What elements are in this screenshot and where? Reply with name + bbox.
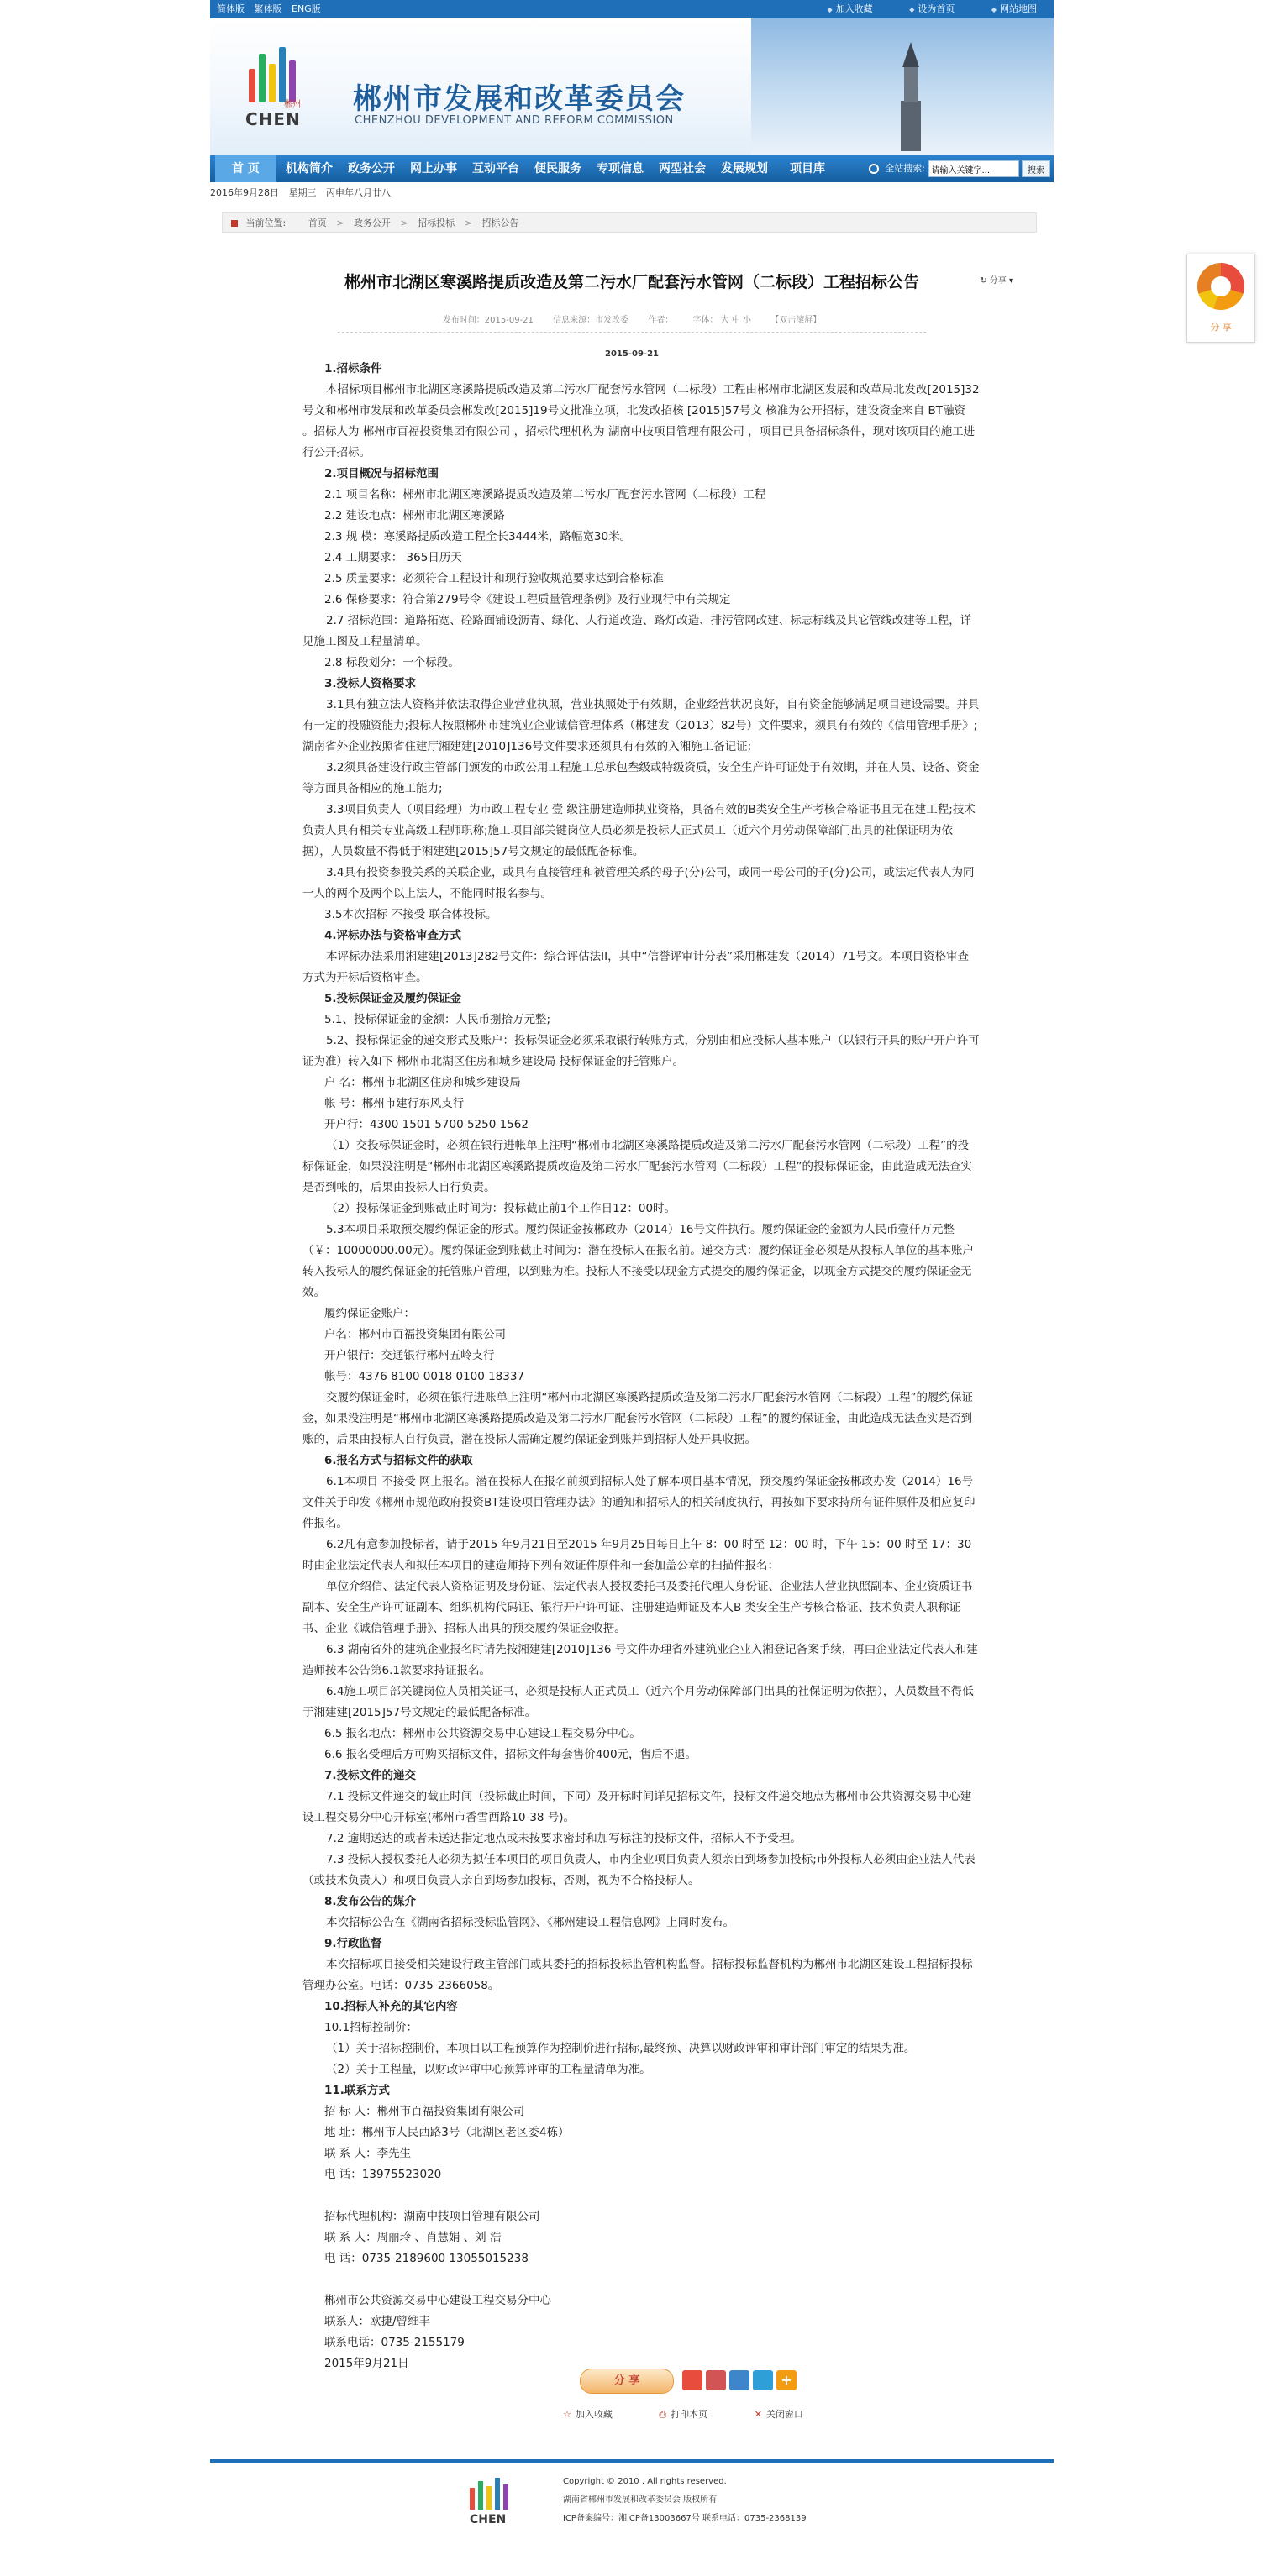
meta-font-size[interactable]: 字体： 大 中 小 (692, 316, 752, 325)
current-date: 2016年9月28日 (210, 187, 279, 198)
article-paragraph: 3.5本次招标 不接受 联合体投标。 (324, 908, 497, 921)
section-heading: 11.联系方式 (324, 2084, 390, 2097)
article-paragraph: 地 址：郴州市人民西路3号（北湖区老区委4栋） (324, 2126, 570, 2139)
article-paragraph: 招 标 人：郴州市百福投资集团有限公司 (324, 2105, 525, 2118)
article-paragraph: 2015年9月21日 (324, 2357, 409, 2370)
article-paragraph: 2.4 工期要求： 365日历天 (324, 551, 462, 564)
share-renren-icon[interactable] (682, 2370, 702, 2390)
location-icon (231, 220, 238, 227)
article-paragraph: 本评标办法采用湘建建[2013]282号文件：综合评估法II，其中“信誉评审计分表”采用郴建发（2014）71号文。本项目资格审查方式为开标后资格审查。 (302, 950, 970, 984)
article-body (302, 359, 980, 2374)
site-banner (210, 18, 1054, 155)
article-paragraph: 开户银行：交通银行郴州五岭支行 (324, 1349, 495, 1362)
footer-copyright: Copyright © 2010 . All rights reserved. (563, 2477, 727, 2486)
article-paragraph: 电 话：13975523020 (324, 2168, 442, 2181)
site-subtitle: CHENZHOU DEVELOPMENT AND REFORM COMMISSION (355, 114, 674, 127)
article-paragraph (302, 2269, 980, 2290)
article-title (210, 270, 1054, 292)
breadcrumb-label: 当前位置: (245, 218, 287, 228)
nav-about[interactable]: 机构简介 (286, 162, 333, 176)
section-heading: 9.行政监督 (324, 1937, 382, 1950)
nav-special-info[interactable]: 专项信息 (597, 162, 644, 176)
monument-illustration (894, 42, 928, 151)
article-paragraph: 3.1具有独立法人资格并依法取得企业营业执照，营业执照处于有效期，企业经营状况良好，自有资金能够满足项目建设需要。并具有一定的投融资能力;投标人按照郴州市建筑业企业诚信管理体系（郴建发（2013）82号）文件要求，须具有有效的《信用管理手册》;湖南省外企业按照省住建厅湘建建[2010]136号文件要求还须具有有效的入湘施工备记证; (302, 698, 980, 753)
article-paragraph: （1）交投标保证金时，必须在银行进帐单上注明“郴州市北湖区寒溪路提质改造及第二污水厂配套污水管网（二标段）工程”的投标保证金，如果没注明是“郴州市北湖区寒溪路提质改造及第二污水厂配套污水管网（二标段）工程”的投标保证金，由此造成无法查实是否到帐的，后果由投标人自行负责。 (302, 1139, 972, 1194)
article-paragraph: 5.3本项目采取预交履约保证金的形式。履约保证金按郴政办（2014）16号文件执行。履约保证金的金额为人民币壹仟万元整（￥：10000000.00元）。履约保证金到账截止时间为：潜在投标人在报名前。递交方式：履约保证金必须是从投标人单位的基本账户转入投标人的履约保证金的托管账户管理，以到账为准。投标人不接受以现金方式提交的履约保证金，以现金方式提交的履约保证金无效。 (302, 1223, 974, 1299)
site-footer (210, 2459, 1054, 2538)
article-paragraph: 7.1 投标文件递交的截止时间（投标截止时间，下同）及开标时间详见招标文件，投标文件递交地点为郴州市公共资源交易中心建设工程交易分中心开标室(郴州市香雪西路10-38 号)。 (302, 1790, 972, 1824)
article-paragraph: 3.4具有投资参股关系的关联企业，或具有直接管理和被管理关系的母子(分)公司，或同一母公司的子(分)公司，或法定代表人为同一人的两个及两个以上法人，不能同时报名参与。 (302, 866, 975, 900)
logo-cn-text: 郴州 (284, 100, 301, 109)
site-logo[interactable] (245, 44, 304, 136)
lunar-date: 丙申年八月廿八 (326, 187, 391, 198)
article-paragraph (302, 2185, 980, 2206)
breadcrumb-current[interactable]: 招标公告 (481, 218, 519, 228)
section-heading: 1.招标条件 (324, 362, 382, 375)
footer-text (563, 2473, 807, 2528)
title-share-button[interactable]: ↻ 分享 ▾ (980, 276, 1013, 286)
article-paragraph: 3.2须具备建设行政主管部门颁发的市政公用工程施工总承包叁级或特级资质，安全生产许可证处于有效期，并在人员、设备、资金等方面具备相应的施工能力; (302, 761, 980, 795)
article-paragraph: 5.2、投标保证金的递交形式及账户：投标保证金必须采取银行转账方式，分别由相应投标人基本账户（以银行开具的账户开户许可证为准）转入如下 郴州市北湖区住房和城乡建设局 投标保证金的托管账户。 (302, 1034, 980, 1068)
article-meta (338, 312, 926, 333)
action-print-label: 打印本页 (671, 2409, 708, 2420)
share-more-icon[interactable]: + (776, 2370, 797, 2390)
article-paragraph: 6.3 湖南省外的建筑企业报名时请先按湘建建[2010]136 号文件办理省外建筑业企业入湘登记备案手续，再由企业法定代表人和建造师按本公告第6.1款要求持证报名。 (302, 1643, 978, 1677)
site-search (869, 160, 1050, 177)
language-links (217, 0, 328, 18)
article-paragraph: 7.2 逾期送达的或者未送达指定地点或未按要求密封和加写标注的投标文件，招标人不予受理。 (326, 1832, 802, 1845)
article-paragraph: 户 名：郴州市北湖区住房和城乡建设局 (324, 1076, 521, 1089)
article-paragraph: 6.5 报名地点：郴州市公共资源交易中心建设工程交易分中心。 (324, 1727, 641, 1740)
page-actions (563, 2407, 847, 2421)
article-paragraph: 电 话：0735-2189600 13055015238 (324, 2252, 529, 2265)
footer-icp: ICP备案编号：湘ICP备13003667号 联系电话：0735-2368139 (563, 2514, 807, 2523)
search-label: 全站搜索: (885, 163, 925, 174)
article-paragraph: 单位介绍信、法定代表人资格证明及身份证、法定代表人授权委托书及委托代理人身份证、企业法人营业执照副本、企业资质证书副本、安全生产许可证副本、组织机构代码证、银行开户许可证、注册建造师证及本人B 类安全生产考核合格证、技术负责人职称证书、企业《诚信管理手册》、招标人出具的预交履约保证金收据。 (302, 1580, 973, 1635)
article-paragraph: 联系人：欧捷/曾维丰 (324, 2315, 431, 2328)
nav-two-type-society[interactable]: 两型社会 (659, 162, 706, 176)
article-paragraph: 7.3 投标人授权委托人必须为拟任本项目的项目负责人，市内企业项目负责人须亲自到场参加投标;市外投标人必须由企业法人代表（或技术负责人）和项目负责人亲自到场参加投标，否则，视为不合格投标人。 (302, 1853, 976, 1887)
nav-online-service[interactable]: 网上办事 (410, 162, 457, 176)
simplified-link[interactable]: 简体版 (217, 3, 245, 14)
site-title: 郴州市发展和改革委员会 (353, 82, 686, 116)
section-heading: 8.发布公告的媒介 (324, 1895, 417, 1908)
article-paragraph: 2.8 标段划分：一个标段。 (324, 656, 460, 669)
article-paragraph: 10.1招标控制价： (324, 2021, 418, 2034)
article-paragraph: 6.2凡有意参加投标者，请于2015 年9月21日至2015 年9月25日每日上午 8：00 时至 12：00 时，下午 15：00 时至 17：30 时由企业法定代表人和拟任本项目的建造师持下列有效证件原件和一套加盖公章的扫描件报名： (302, 1538, 972, 1572)
article-paragraph: 户名：郴州市百福投资集团有限公司 (324, 1328, 506, 1341)
section-heading: 3.投标人资格要求 (324, 677, 417, 690)
star-icon: ☆ (563, 2409, 571, 2420)
action-add-favorite-label: 加入收藏 (575, 2409, 613, 2420)
footer-logo (466, 2476, 542, 2526)
share-logo-icon (1197, 263, 1244, 310)
article-paragraph: 本招标项目郴州市北湖区寒溪路提质改造及第二污水厂配套污水管网（二标段）工程由郴州市北湖区发展和改革局北发改[2015]32号文和郴州市发展和改革委员会郴发改[2015]19号文批准立项，北发改招核 [2015]57号文 核准为公开招标，建设资金来自 BT融资 。招标人为 郴州市百福投资集团有限公司 ，招标代理机构为 湖南中技项目管理有限公司 ，项目已具备招标条件，现对该项目的施工进行公开招标。 (302, 383, 980, 459)
footer-owner: 湖南省郴州市发展和改革委员会 版权所有 (563, 2495, 718, 2505)
breadcrumb: 当前位置: 首页 > 政务公开 > 招标投标 > 招标公告 (222, 212, 1037, 233)
share-tqq-icon[interactable] (753, 2370, 773, 2390)
article-paragraph: 6.4施工项目部关键岗位人员相关证书，必须是投标人正式员工（近六个月劳动保障部门出具的社保证明为依据），人员数量不得低于湘建建[2015]57号文规定的最低配备标准。 (302, 1685, 974, 1719)
article-paragraph: 本次招标项目接受相关建设行政主管部门或其委托的招标投标监管机构监督。招标投标监督机构为郴州市北湖区建设工程招标投标管理办公室。电话：0735-2366058。 (302, 1958, 973, 1992)
search-input[interactable] (928, 160, 1019, 177)
meta-source: 信息来源：市发改委 (553, 316, 629, 325)
action-close[interactable] (755, 2409, 825, 2420)
article-paragraph: 2.1 项目名称：郴州市北湖区寒溪路提质改造及第二污水厂配套污水管网（二标段）工程 (324, 488, 766, 501)
article-paragraph: 联系电话：0735-2155179 (324, 2336, 465, 2349)
article-paragraph: （2）关于工程量，以财政评审中心预算评审的工程量清单为准。 (326, 2063, 651, 2076)
article-paragraph: 本次招标公告在《湖南省招标投标监管网》、《郴州建设工程信息网》上同时发布。 (326, 1916, 734, 1929)
section-heading: 2.项目概况与招标范围 (324, 467, 439, 480)
section-heading: 5.投标保证金及履约保证金 (324, 992, 462, 1005)
nav-home[interactable]: 首 页 (215, 155, 276, 182)
article-paragraph: 2.7 招标范围：道路拓宽、砼路面铺设沥青、绿化、人行道改造、路灯改造、排污管网改建、标志标线及其它管线改建等工程，详见施工图及工程量清单。 (302, 614, 972, 648)
article-paragraph: 郴州市公共资源交易中心建设工程交易分中心 (324, 2294, 551, 2307)
date-row (210, 182, 1054, 204)
top-utility-bar (210, 0, 1054, 18)
logo-text: CHEN (245, 109, 301, 129)
traditional-link[interactable]: 繁体版 (254, 3, 282, 14)
search-button[interactable]: 搜索 (1022, 160, 1050, 177)
article-paragraph: 5.1、投标保证金的金额：人民币捌拾万元整; (324, 1013, 551, 1026)
article-paragraph: 3.3项目负责人（项目经理）为市政工程专业 壹 级注册建造师执业资格，具备有效的B类安全生产考核合格证书且无在建工程;技术负责人具有相关专业高级工程师职称;施工项目部关键岗位人员必须是投标人正式员工（近六个月劳动保障部门出具的社保证明为依据），人员数量不得低于湘建建[2015]57号文规定的最低配备标准。 (302, 803, 976, 858)
title-share-label: 分享 (989, 276, 1007, 286)
search-icon (869, 164, 879, 174)
section-heading: 7.投标文件的递交 (324, 1769, 417, 1782)
article-paragraph: 6.1本项目 不接受 网上报名。潜在投标人在报名前须到招标人处了解本项目基本情况，预交履约保证金按郴政办发（2014）16号文件关于印发《郴州市规范政府投资BT建设项目管理办法》的通知和招标人的相关制度执行，再按如下要求持所有证件原件及相应复印件报名。 (302, 1475, 976, 1530)
article-paragraph: 2.3 规 模：寒溪路提质改造工程全长3444米，路幅宽30米。 (324, 530, 632, 543)
svg-text:CHEN: CHEN (470, 2513, 507, 2526)
article-paragraph: 履约保证金账户： (324, 1307, 415, 1320)
share-qzone-icon[interactable] (729, 2370, 749, 2390)
action-print[interactable] (659, 2409, 729, 2420)
article-paragraph: 6.6 报名受理后方可购买招标文件，招标文件每套售价400元，售后不退。 (324, 1748, 697, 1761)
article-paragraph: 联 系 人：李先生 (324, 2147, 412, 2160)
action-add-favorite[interactable] (563, 2409, 634, 2420)
set-homepage-link[interactable]: ◆ 设为首页 (909, 3, 955, 14)
print-icon: ⎙ (659, 2409, 667, 2420)
nav-gov-affairs[interactable]: 政务公开 (348, 162, 395, 176)
current-weekday: 星期三 (288, 187, 317, 198)
bottom-share-button[interactable]: 分 享 (580, 2369, 674, 2394)
article-paragraph: 2.2 建设地点：郴州市北湖区寒溪路 (324, 509, 505, 522)
section-heading: 10.招标人补充的其它内容 (324, 2000, 458, 2013)
bottom-share-bar (580, 2369, 807, 2394)
breadcrumb-home[interactable]: 首页 (308, 218, 327, 228)
article-title-text: 郴州市北湖区寒溪路提质改造及第二污水厂配套污水管网（二标段）工程招标公告 (344, 273, 919, 291)
floating-share-widget[interactable] (1186, 254, 1255, 343)
article-paragraph: 帐 号：郴州市建行东风支行 (324, 1097, 465, 1110)
section-heading: 6.报名方式与招标文件的获取 (324, 1454, 473, 1467)
article-paragraph: 开户行：4300 1501 5700 5250 1562 (324, 1118, 529, 1131)
close-icon: ✕ (754, 2409, 762, 2420)
article-paragraph: （1）关于招标控制价，本项目以工程预算作为控制价进行招标,最终预、决算以财政评审和审计部门审定的结果为准。 (326, 2042, 916, 2055)
article-paragraph: 帐号：4376 8100 0018 0100 18337 (324, 1370, 525, 1383)
meta-author: 作者： (648, 316, 674, 325)
article-paragraph: 招标代理机构：湖南中技项目管理有限公司 (324, 2210, 540, 2223)
article-paragraph: 联 系 人：周丽玲 、肖慧娟 、刘 浩 (324, 2231, 502, 2244)
english-link[interactable]: ENG版 (292, 3, 321, 14)
breadcrumb-bidding[interactable]: 招标投标 (418, 218, 455, 228)
article-paragraph: （2）投标保证金到账截止时间为：投标截止前1个工作日12：00时。 (326, 1202, 676, 1215)
nav-planning[interactable]: 发展规划 (721, 162, 768, 176)
section-heading: 4.评标办法与资格审查方式 (324, 929, 462, 942)
nav-project-library[interactable]: 项目库 (790, 162, 825, 176)
article-subdate: 2015-09-21 (605, 349, 659, 359)
article-paragraph: 2.6 保修要求：符合第279号令《建设工程质量管理条例》及行业现行中有关规定 (324, 593, 731, 606)
nav-interaction[interactable]: 互动平台 (472, 162, 519, 176)
floating-share-label: 分 享 (1210, 322, 1232, 333)
nav-public-service[interactable]: 便民服务 (534, 162, 581, 176)
article-paragraph: 交履约保证金时，必须在银行进账单上注明“郴州市北湖区寒溪路提质改造及第二污水厂配套污水管网（二标段）工程”的履约保证金，如果没注明是“郴州市北湖区寒溪路提质改造及第二污水厂配套污水管网（二标段）工程”的履约保证金，由此造成无法查实是否到账的，后果由投标人自行负责，潜在投标人需确定履约保证金到账并到招标人处开具收据。 (302, 1391, 973, 1446)
sitemap-link[interactable]: ◆ 网站地图 (991, 3, 1037, 14)
article-paragraph: 2.5 质量要求：必须符合工程设计和现行验收规范要求达到合格标准 (324, 572, 664, 585)
meta-autoscroll[interactable]: 【双击滚屏】 (770, 316, 822, 325)
main-nav (210, 155, 1054, 182)
breadcrumb-gov-affairs[interactable]: 政务公开 (353, 218, 391, 228)
share-weibo-icon[interactable] (706, 2370, 726, 2390)
action-close-label: 关闭窗口 (765, 2409, 803, 2420)
utility-links (794, 0, 1037, 19)
meta-published: 发布时间：2015-09-21 (442, 316, 534, 325)
add-favorite-link[interactable]: ◆ 加入收藏 (828, 3, 873, 14)
